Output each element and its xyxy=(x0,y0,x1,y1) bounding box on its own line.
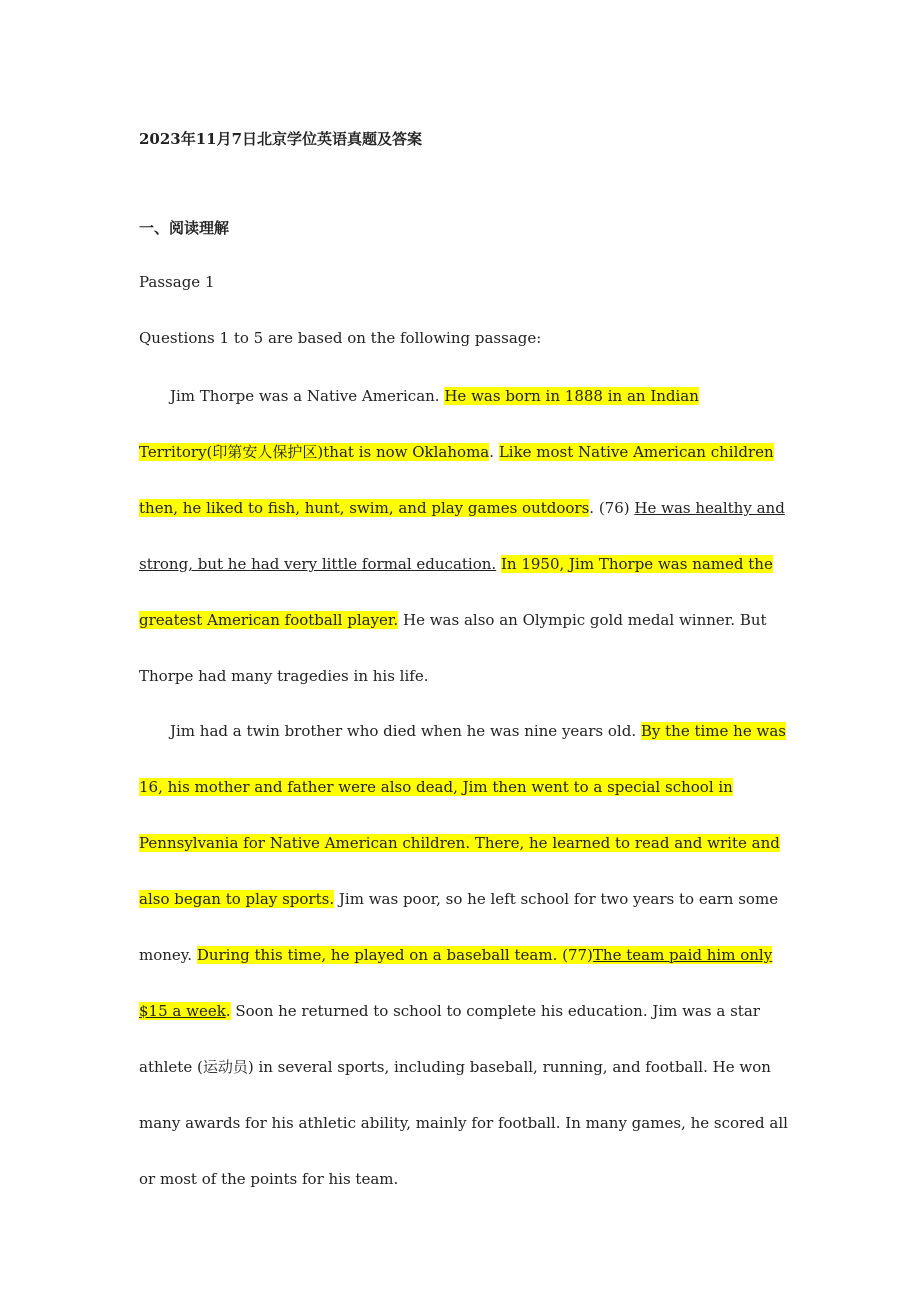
highlighted-sentence: In 1950, Jim Thorpe was named the greatest American football player. xyxy=(139,555,773,629)
underlined-sentence: The team paid him only $15 a week xyxy=(139,946,773,1020)
sentence: He was also an Olympic gold medal winner. But Thorpe had many tragedies in his life. xyxy=(139,611,767,685)
sentence: Jim was poor, so he left school for two years to earn some money. xyxy=(139,890,779,964)
highlighted-sentence: He was born in 1888 in an Indian Territory(印第安人保护区)that is now Oklahoma xyxy=(139,387,699,461)
passage-label: Passage 1 xyxy=(139,273,215,291)
highlighted-text: During this time, he played on a baseball team. (77) xyxy=(196,946,593,964)
sentence: Jim Thorpe was a Native American. xyxy=(170,387,440,405)
section-heading: 一、阅读理解 xyxy=(139,219,230,237)
highlighted-sentence: Like most Native American children then, he liked to fish, hunt, swim, and play games outdoors xyxy=(139,443,774,517)
sentence: Soon he returned to school to complete his education. Jim was a star athlete (运动员) in several sports, including baseball, running, and football. He won many awards for his athletic ability, mainly for football. In many games, he scored all or most of the points for his team. xyxy=(139,1002,788,1188)
question-marker: . (76) xyxy=(589,499,630,517)
underlined-sentence: He was healthy and strong, but he had very little formal education. xyxy=(139,499,785,573)
punctuation: . xyxy=(489,443,495,461)
passage-paragraph-2 xyxy=(139,703,789,1207)
highlighted-sentence: By the time he was 16, his mother and father were also dead, Jim then went to a special school in Pennsylvania for Native American children. There, he learned to read and write and also began to play sports. xyxy=(139,722,786,908)
passage-paragraph-1 xyxy=(139,368,789,704)
questions-note: Questions 1 to 5 are based on the following passage: xyxy=(139,329,542,347)
punctuation: . xyxy=(225,1002,231,1020)
document-title: 2023年11月7日北京学位英语真题及答案 xyxy=(139,130,423,148)
sentence: Jim had a twin brother who died when he was nine years old. xyxy=(170,722,637,740)
